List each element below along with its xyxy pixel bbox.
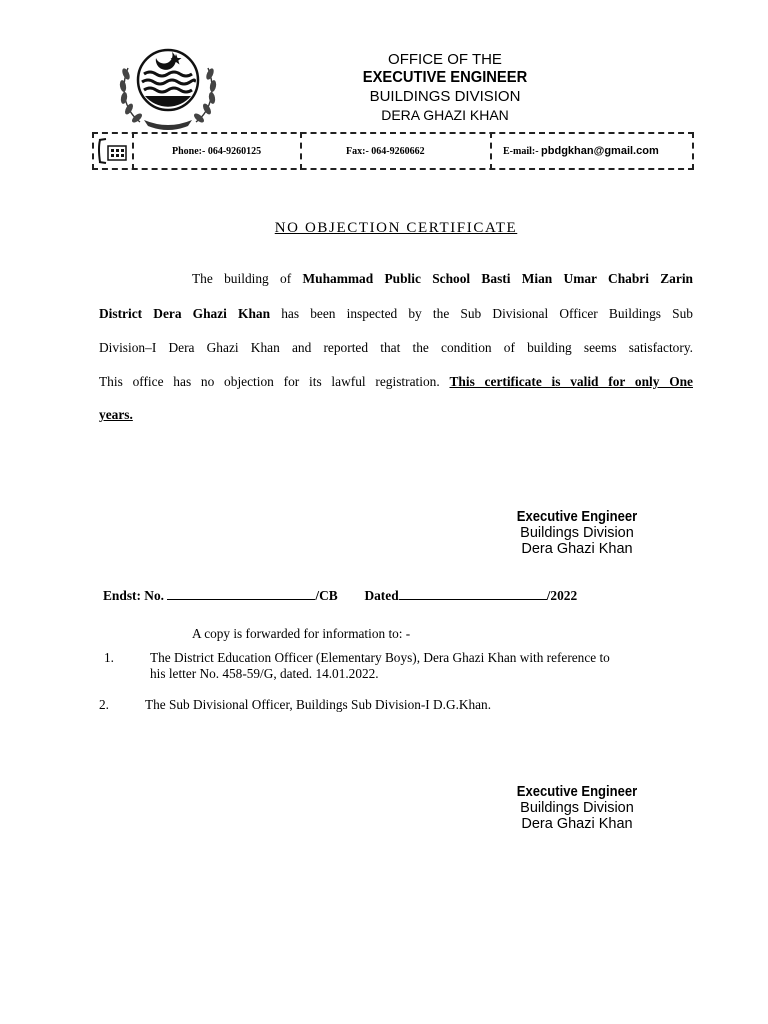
endst-cb: /CB bbox=[315, 588, 338, 603]
buildings-division-heading: BUILDINGS DIVISION bbox=[369, 88, 521, 105]
signatory-division: Buildings Division bbox=[520, 800, 634, 816]
body-line-1 bbox=[192, 271, 693, 287]
body-text: This office has no objection for its lawful registration. bbox=[99, 374, 450, 389]
signatory-location: Dera Ghazi Khan bbox=[521, 541, 633, 557]
telephone-icon bbox=[96, 136, 130, 166]
body-text: The building of bbox=[192, 271, 303, 286]
body-line-3: Division–I Dera Ghazi Khan and reported that the condition of building seems satisfactory. bbox=[99, 340, 693, 355]
punjab-government-emblem-logo bbox=[118, 40, 218, 130]
signatory-division: Buildings Division bbox=[520, 525, 634, 541]
certificate-title: NO OBJECTION CERTIFICATE bbox=[274, 220, 518, 236]
contact-divider bbox=[132, 132, 134, 170]
dated-label: Dated bbox=[364, 588, 399, 603]
copy-item-2-line-1: The Sub Divisional Officer, Buildings Sub Division-I D.G.Khan. bbox=[145, 697, 492, 712]
dera-ghazi-khan-heading: DERA GHAZI KHAN bbox=[381, 107, 509, 123]
email-address: pbdgkhan@gmail.com bbox=[541, 145, 659, 157]
endst-no-label: Endst: No. bbox=[103, 588, 165, 603]
copy-intro: A copy is forwarded for information to: - bbox=[192, 626, 411, 641]
contact-divider bbox=[300, 132, 302, 170]
endst-number-blank bbox=[167, 587, 315, 600]
dated-year: /2022 bbox=[546, 588, 578, 603]
copy-item-1-line-1: The District Education Officer (Elementary Boys), Dera Ghazi Khan with reference to bbox=[150, 650, 610, 665]
signature-block-1 bbox=[497, 509, 657, 557]
copy-item-number: 2. bbox=[99, 697, 109, 712]
validity-note: This certificate is valid for only One bbox=[449, 374, 693, 389]
signatory-title: Executive Engineer bbox=[516, 509, 638, 525]
body-text: has been inspected by the Sub Divisional Officer Buildings Sub bbox=[270, 306, 693, 321]
phone-number: Phone:- 064-9260125 bbox=[172, 146, 262, 157]
fax-number: Fax:- 064-9260662 bbox=[346, 146, 425, 157]
email-line bbox=[503, 145, 659, 157]
copy-item-number: 1. bbox=[104, 650, 114, 665]
body-line-4 bbox=[99, 374, 693, 390]
copy-item-1-line-2: his letter No. 458-59/G, dated. 14.01.2022. bbox=[150, 666, 379, 681]
validity-note-end: years. bbox=[99, 407, 133, 422]
body-line-2 bbox=[99, 306, 693, 322]
date-blank bbox=[399, 587, 547, 600]
executive-engineer-heading: EXECUTIVE ENGINEER bbox=[362, 69, 528, 86]
signature-block-2 bbox=[497, 784, 657, 832]
signatory-location: Dera Ghazi Khan bbox=[521, 816, 633, 832]
signatory-title: Executive Engineer bbox=[516, 784, 638, 800]
endorsement-line bbox=[103, 587, 577, 604]
office-of-the-heading: OFFICE OF THE bbox=[388, 51, 502, 68]
contact-divider bbox=[490, 132, 492, 170]
school-name: Muhammad Public School Basti Mian Umar Chabri Zarin bbox=[302, 271, 693, 286]
district-name: District Dera Ghazi Khan bbox=[99, 306, 271, 321]
email-label: E-mail:- bbox=[503, 146, 539, 157]
body-line-5 bbox=[99, 407, 693, 423]
